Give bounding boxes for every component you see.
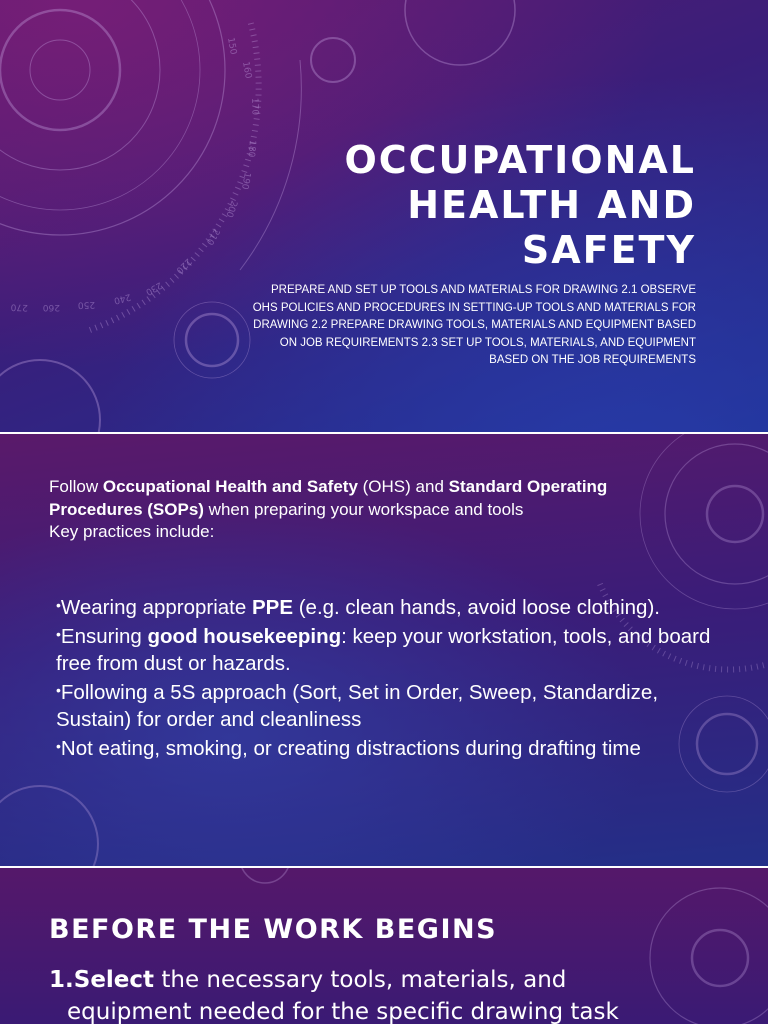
dial-label: 270 — [10, 301, 29, 312]
list-item: •Following a 5S approach (Sort, Set in Order, Sweep, Standardize, Sustain) for order and cleanliness — [56, 681, 659, 731]
bullet-icon: • — [56, 738, 61, 754]
slide-title: OCCUPATIONAL HEALTH AND SAFETY — [344, 138, 696, 272]
ohs-practices-slide — [0, 434, 768, 866]
list-item: •Ensuring good housekeeping: keep your workstation, tools, and board free from dust or hazards. — [56, 625, 711, 675]
dial-label: 160 — [240, 60, 253, 80]
list-item: •Wearing appropriate PPE (e.g. clean hands, avoid loose clothing). — [56, 596, 660, 619]
title-slide — [0, 0, 768, 432]
key-practices-label: Key practices include: — [49, 522, 215, 541]
step-item: 1.Select the necessary tools, materials, and equipment needed for the specific drawing task — [49, 967, 619, 1024]
bullet-icon: • — [56, 597, 61, 613]
ohs-term: Occupational Health and Safety — [102, 477, 358, 496]
dial-label: 180 — [245, 139, 257, 158]
dial-label: 170 — [249, 97, 260, 116]
dial-label: 240 — [112, 291, 132, 306]
before-work-slide — [0, 868, 768, 1024]
sop-term: Standard Operating Procedures (SOPs) — [49, 477, 608, 519]
dial-label: 150 — [225, 36, 238, 56]
bullet-icon: • — [56, 626, 61, 642]
list-item: •Not eating, smoking, or creating distractions during drafting time — [56, 737, 641, 760]
section-heading: BEFORE THE WORK BEGINS — [49, 914, 498, 945]
dial-label: 260 — [42, 302, 60, 312]
intro-paragraph: Follow Occupational Health and Safety (OHS) and Standard Operating Procedures (SOPs) when preparing your workspace and tools Key practices include: — [49, 477, 608, 541]
dial-label: 190 — [239, 171, 252, 191]
dial-label: 220 — [173, 255, 193, 276]
dial-label: 230 — [143, 279, 164, 297]
key-practices-list — [56, 592, 726, 762]
dial-label: 210 — [203, 226, 222, 247]
dial-label: 250 — [77, 299, 96, 310]
dial-label: 200 — [223, 198, 239, 219]
bullet-icon: • — [56, 682, 61, 698]
slide-subtitle: PREPARE AND SET UP TOOLS AND MATERIALS FOR DRAWING 2.1 OBSERVE OHS POLICIES AND PROCEDURES IN SETTING-UP TOOLS AND MATERIALS FOR DRAWING 2.2 PREPARE DRAWING TOOLS, MATERIALS AND EQUIPMENT BASED ON JOB REQUIREMENTS 2.3 SET UP TOOLS, MATERIALS, AND EQUIPMENT BASED ON THE JOB REQUIREMENTS — [252, 284, 696, 366]
